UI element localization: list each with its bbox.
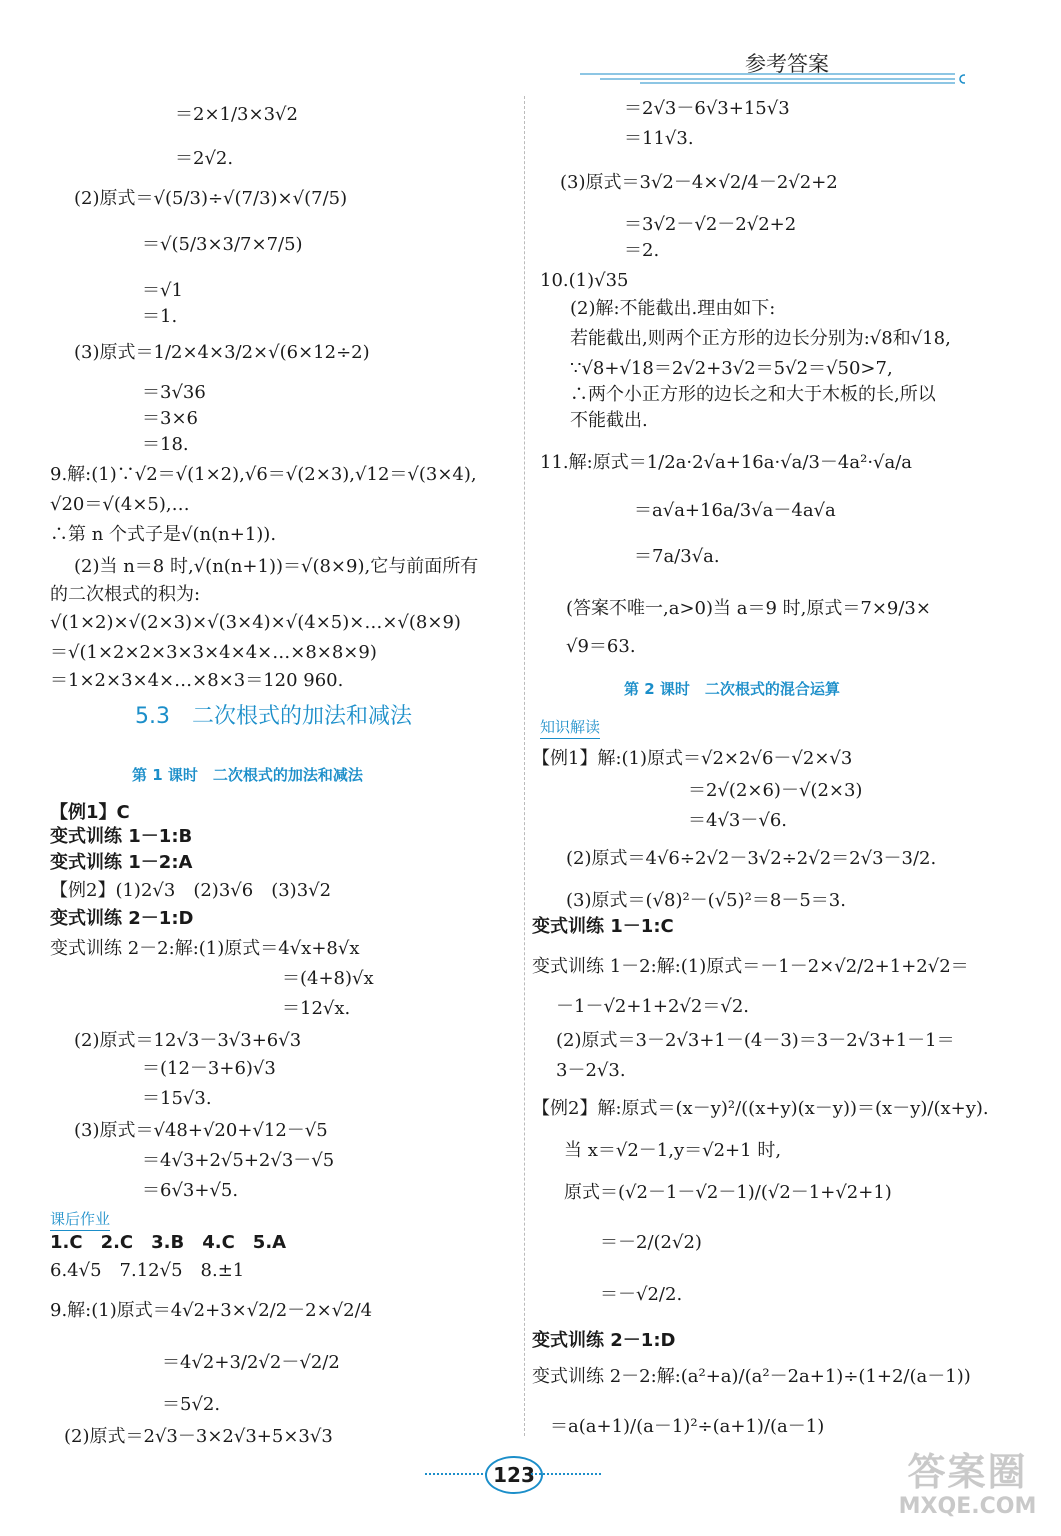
dots-right bbox=[531, 1473, 601, 1475]
left-line: ＝18. bbox=[142, 434, 189, 455]
left-line: ＝2×1/3×3√2 bbox=[175, 104, 298, 125]
right-line: (3)原式＝3√2－4×√2/4－2√2+2 bbox=[560, 172, 838, 193]
right-line: 第 2 课时 二次根式的混合运算 bbox=[624, 680, 840, 698]
right-line: ＝3√2－√2－2√2+2 bbox=[624, 214, 797, 235]
right-line: 变式训练 2－2:解:(a²+a)/(a²－2a+1)÷(1+2/(a－1)) bbox=[532, 1366, 971, 1387]
left-line: ＝4√2+3/2√2－√2/2 bbox=[162, 1352, 340, 1373]
left-line: ＝4√3+2√5+2√3－√5 bbox=[142, 1150, 335, 1171]
right-line: ＝4√3－√6. bbox=[688, 810, 788, 831]
header-title: 参考答案 bbox=[745, 52, 829, 76]
left-line: ＝√(1×2×2×3×3×4×4×…×8×8×9) bbox=[50, 642, 377, 663]
left-line: 9.解:(1)∵√2＝√(1×2),√6＝√(2×3),√12＝√(3×4), bbox=[50, 464, 477, 485]
left-line: 6.4√5 7.12√5 8.±1 bbox=[50, 1260, 245, 1281]
left-line: √(1×2)×√(2×3)×√(3×4)×√(4×5)×…×√(8×9) bbox=[50, 612, 461, 633]
left-line: 第 1 课时 二次根式的加法和减法 bbox=[132, 766, 363, 784]
left-line: 【例1】C bbox=[50, 802, 130, 823]
left-line: ∴第 n 个式子是√(n(n+1)). bbox=[50, 524, 277, 545]
right-line: 【例2】解:原式＝(x－y)²/((x+y)(x－y))＝(x－y)/(x+y). bbox=[532, 1098, 989, 1119]
right-line: ＝2√3－6√3+15√3 bbox=[624, 98, 790, 119]
watermark bbox=[880, 1450, 1055, 1532]
right-line: ＝7a/3√a. bbox=[634, 546, 720, 567]
left-line: 变式训练 1－2:A bbox=[50, 852, 193, 873]
watermark-url: MXQE.COM bbox=[898, 1494, 1037, 1519]
right-line: ＝2. bbox=[624, 240, 660, 261]
left-line: (3)原式＝√48+√20+√12－√5 bbox=[74, 1120, 328, 1141]
header-decoration bbox=[580, 70, 965, 90]
left-line: (2)原式＝√(5/3)÷√(7/3)×√(7/5) bbox=[74, 188, 348, 209]
left-line: 课后作业 bbox=[50, 1208, 110, 1231]
left-line: ＝3×6 bbox=[142, 408, 198, 429]
right-line: √9＝63. bbox=[566, 636, 636, 657]
right-line: ∴两个小正方形的边长之和大于木板的长,所以 bbox=[570, 384, 936, 405]
left-line: ＝15√3. bbox=[142, 1088, 212, 1109]
right-line: ＝－2/(2√2) bbox=[600, 1232, 702, 1253]
left-line: ＝2√2. bbox=[175, 148, 234, 169]
left-line: ＝1. bbox=[142, 306, 178, 327]
right-line: (2)原式＝3－2√3+1－(4－3)＝3－2√3+1－1＝ bbox=[556, 1030, 955, 1051]
left-line: 变式训练 1－1:B bbox=[50, 826, 193, 847]
left-line: (2)原式＝2√3－3×2√3+5×3√3 bbox=[64, 1426, 333, 1447]
right-line: 3－2√3. bbox=[556, 1060, 626, 1081]
watermark-logo-text: 答案圈 bbox=[907, 1450, 1028, 1494]
left-line: ＝3√36 bbox=[142, 382, 206, 403]
left-line: ＝1×2×3×4×…×8×3＝120 960. bbox=[50, 670, 344, 691]
page-number-block bbox=[425, 1456, 600, 1492]
left-line: 【例2】(1)2√3 (2)3√6 (3)3√2 bbox=[50, 880, 332, 901]
right-line: ＝a√a+16a/3√a－4a√a bbox=[634, 500, 836, 521]
column-divider bbox=[524, 96, 525, 1436]
right-line: 变式训练 2－1:D bbox=[532, 1330, 676, 1351]
left-line: (2)当 n＝8 时,√(n(n+1))＝√(8×9),它与前面所有 bbox=[74, 556, 479, 577]
right-line: ∵√8+√18＝2√2+3√2＝5√2＝√50>7, bbox=[570, 358, 893, 379]
left-line: ＝√1 bbox=[142, 280, 183, 301]
right-line: (2)解:不能截出.理由如下: bbox=[570, 298, 776, 319]
right-line: ＝2√(2×6)－√(2×3) bbox=[688, 780, 863, 801]
left-line: 9.解:(1)原式＝4√2+3×√2/2－2×√2/4 bbox=[50, 1300, 373, 1321]
right-line: (2)原式＝4√6÷2√2－3√2÷2√2＝2√3－3/2. bbox=[566, 848, 937, 869]
right-line: 原式＝(√2－1－√2－1)/(√2－1+√2+1) bbox=[564, 1182, 892, 1203]
left-line: 变式训练 2－2:解:(1)原式＝4√x+8√x bbox=[50, 938, 360, 959]
left-line: (2)原式＝12√3－3√3+6√3 bbox=[74, 1030, 302, 1051]
left-line: ＝5√2. bbox=[162, 1394, 221, 1415]
right-line: 若能截出,则两个正方形的边长分别为:√8和√18, bbox=[570, 328, 951, 349]
left-line: √20＝√(4×5),… bbox=[50, 494, 190, 515]
left-line: 变式训练 2－1:D bbox=[50, 908, 194, 929]
right-line: 【例1】解:(1)原式＝√2×2√6－√2×√3 bbox=[532, 748, 853, 769]
right-line: ＝－√2/2. bbox=[600, 1284, 683, 1305]
right-line: 变式训练 1－1:C bbox=[532, 916, 674, 937]
right-line: 11.解:原式＝1/2a·2√a+16a·√a/3－4a²·√a/a bbox=[540, 452, 913, 473]
right-line: 不能截出. bbox=[570, 410, 648, 431]
right-line: (答案不唯一,a>0)当 a＝9 时,原式＝7×9/3× bbox=[566, 598, 931, 619]
right-line: －1－√2+1+2√2＝√2. bbox=[556, 996, 750, 1017]
right-line: 知识解读 bbox=[540, 716, 600, 739]
left-line: (3)原式＝1/2×4×3/2×√(6×12÷2) bbox=[74, 342, 370, 363]
page-number: 123 bbox=[485, 1456, 543, 1494]
left-line: 的二次根式的积为: bbox=[50, 584, 201, 605]
left-line: ＝√(5/3×3/7×7/5) bbox=[142, 234, 303, 255]
left-line: 5.3 二次根式的加法和减法 bbox=[135, 704, 412, 729]
right-line: ＝a(a+1)/(a－1)²÷(a+1)/(a－1) bbox=[550, 1416, 825, 1437]
right-line: 10.(1)√35 bbox=[540, 270, 629, 291]
left-line: ＝(12－3+6)√3 bbox=[142, 1058, 276, 1079]
left-line: ＝6√3+√5. bbox=[142, 1180, 239, 1201]
right-line: ＝11√3. bbox=[624, 128, 694, 149]
left-line: 1.C 2.C 3.B 4.C 5.A bbox=[50, 1232, 287, 1253]
right-line: 变式训练 1－2:解:(1)原式＝－1－2×√2/2+1+2√2＝ bbox=[532, 956, 969, 977]
right-line: 当 x＝√2－1,y＝√2+1 时, bbox=[564, 1140, 782, 1161]
left-line: ＝12√x. bbox=[282, 998, 351, 1019]
left-line: ＝(4+8)√x bbox=[282, 968, 374, 989]
right-line: (3)原式＝(√8)²－(√5)²＝8－5＝3. bbox=[566, 890, 846, 911]
